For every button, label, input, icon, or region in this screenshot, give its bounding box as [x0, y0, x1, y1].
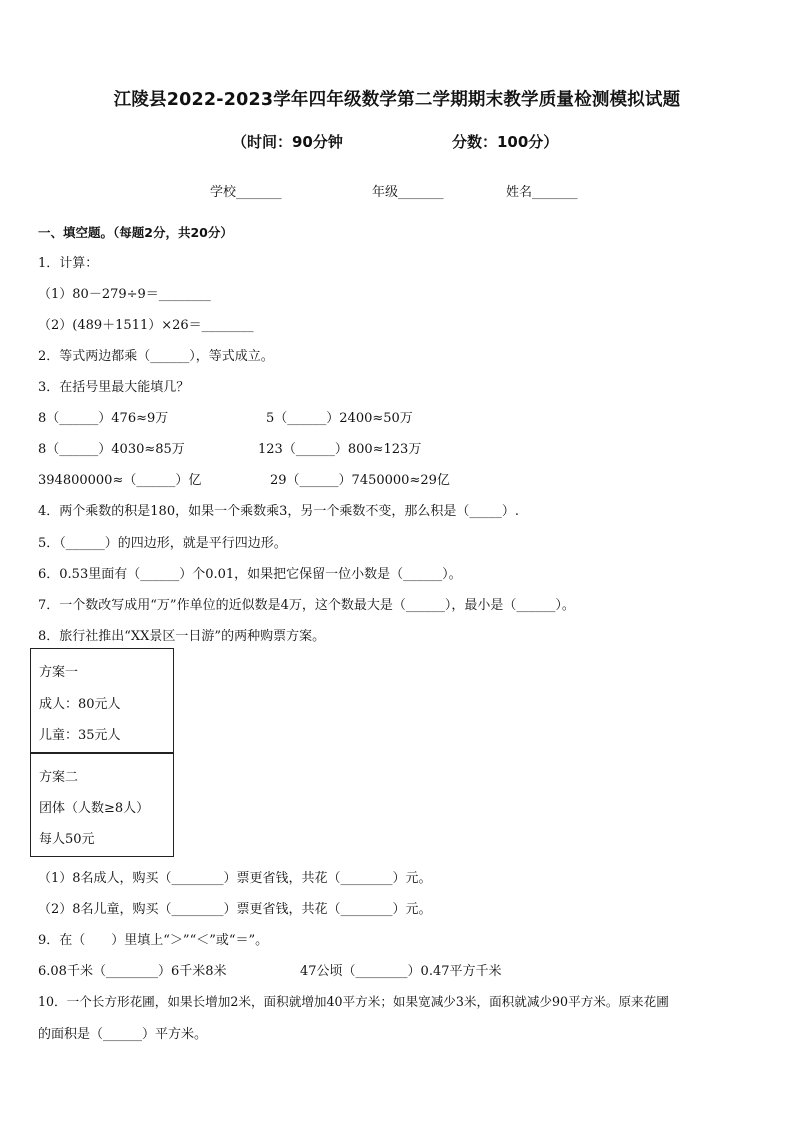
question-3-c1: 394800000≈（______）亿 [38, 473, 202, 488]
question-1-2: （2）(489＋1511）×26＝________ [38, 318, 254, 333]
question-8: 8．旅行社推出“XX景区一日游”的两种购票方案。 [38, 629, 326, 644]
plan-2-title: 方案二 [39, 770, 79, 785]
section-heading: 一、填空题。（每题2分，共20分） [38, 225, 233, 240]
plan-1-child: 儿童：35元人 [39, 728, 121, 743]
plan-1-box [30, 648, 174, 754]
exam-time: （时间：90分钟 [232, 133, 343, 151]
question-3-b2: 123（______）800≈123万 [258, 442, 422, 457]
name-field: 姓名_______ [506, 185, 578, 200]
exam-score: 分数：100分） [452, 133, 559, 151]
plan-2-box [30, 752, 174, 857]
question-1-1: （1）80－279÷9＝________ [38, 287, 211, 302]
plan-1-adult: 成人：80元人 [39, 697, 121, 712]
question-9-a: 6.08千米（________）6千米8米 [38, 964, 227, 979]
question-7: 7．一个数改写成用“万”作单位的近似数是4万，这个数最大是（______），最小是（______）。 [38, 598, 575, 613]
school-field: 学校_______ [210, 185, 282, 200]
question-3: 3．在括号里最大能填几？ [38, 380, 190, 395]
question-8-1: （1）8名成人，购买（________）票更省钱，共花（________）元。 [38, 871, 432, 886]
question-1: 1．计算： [38, 256, 99, 271]
question-4: 4．两个乘数的积是180，如果一个乘数乘3，另一个乘数不变，那么积是（_____）. [38, 504, 519, 519]
page-title: 江陵县2022-2023学年四年级数学第二学期期末教学质量检测模拟试题 [113, 90, 681, 110]
question-2: 2．等式两边都乘（______），等式成立。 [38, 349, 274, 364]
grade-field: 年级_______ [372, 185, 444, 200]
question-9: 9．在（ ）里填上“＞”“＜”或“＝”。 [38, 933, 269, 948]
plan-1-title: 方案一 [39, 665, 79, 680]
question-10-line-2: 的面积是（______）平方米。 [38, 1027, 208, 1042]
question-5: 5．（______）的四边形，就是平行四边形。 [38, 536, 287, 551]
question-6: 6．0.53里面有（______）个0.01，如果把它保留一位小数是（______）。 [38, 567, 462, 582]
question-9-b: 47公顷（________）0.47平方千米 [300, 964, 502, 979]
question-10-line-1: 10．一个长方形花圃，如果长增加2米，面积就增加40平方米；如果宽减少3米，面积就减少90平方米。原来花圃 [38, 994, 669, 1009]
question-3-a1: 8（______）476≈9万 [38, 411, 169, 426]
question-3-a2: 5（______）2400≈50万 [266, 411, 413, 426]
plan-2-group: 团体（人数≥8人） [39, 801, 150, 816]
question-8-2: （2）8名儿童，购买（________）票更省钱，共花（________）元。 [38, 902, 432, 917]
question-3-b1: 8（______）4030≈85万 [38, 442, 185, 457]
question-3-c2: 29（______）7450000≈29亿 [270, 473, 450, 488]
plan-2-price: 每人50元 [39, 832, 95, 847]
